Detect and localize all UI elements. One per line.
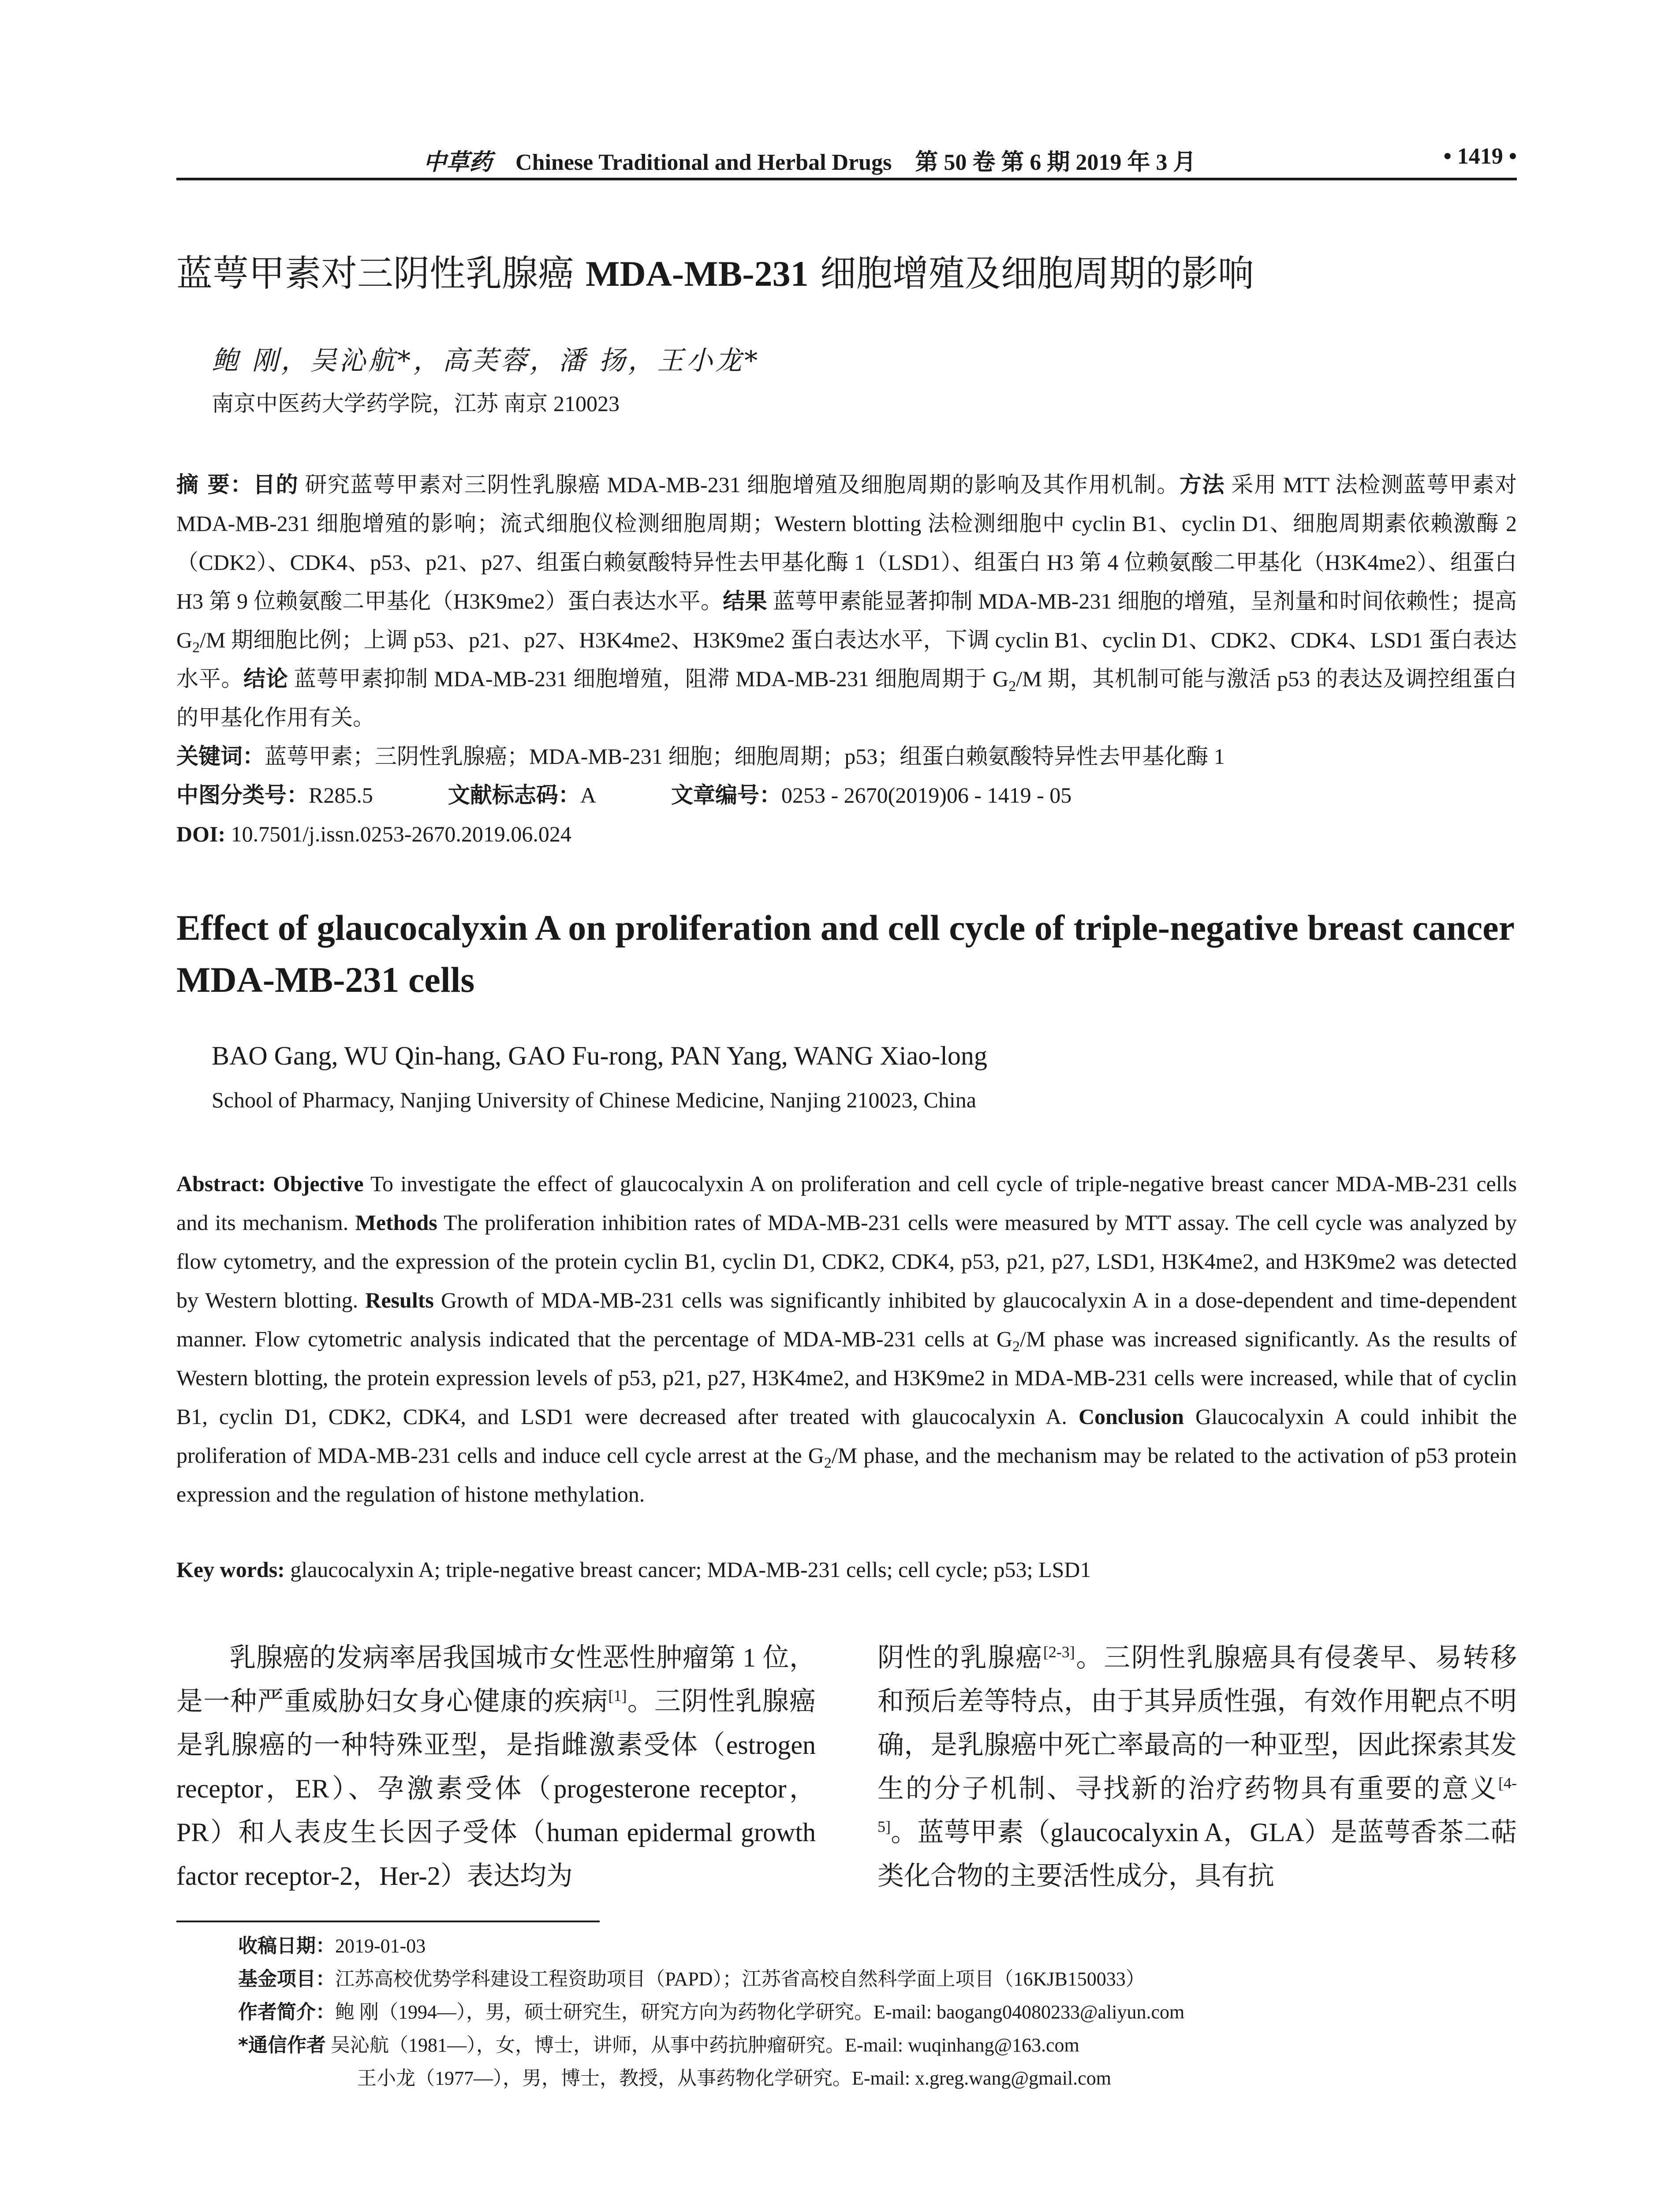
authors-cn: 鲍 刚，吴沁航*，高芙蓉，潘 扬，王小龙* xyxy=(212,345,761,376)
journal-name-cn: 中草药 xyxy=(423,149,493,176)
body-column-right: 阴性的乳腺癌[2-3]。三阴性乳腺癌具有侵袭早、易转移和预后差等特点，由于其异质性强，有效作用靶点不明确，是乳腺癌中死亡率最高的一种亚型，因此探索其发生的分子机制、寻找新的治疗药物具有重要的意义[4-5]。蓝萼甲素（glaucocalyxin A，GLA）是蓝萼香茶二萜类化合物的主要活性成分，具有抗 xyxy=(877,1643,1517,1891)
citation: [2-3] xyxy=(1043,1643,1075,1661)
journal-info xyxy=(423,143,1464,176)
citation: [4-5] xyxy=(877,1774,1517,1835)
body-column-left: 乳腺癌的发病率居我国城市女性恶性肿瘤第 1 位，是一种严重威胁妇女身心健康的疾病[1]。三阴性乳腺癌是乳腺癌的一种特殊亚型，是指雌激素受体（estrogen receptor，ER）、孕激素受体（progesterone receptor，PR）和人表皮生长因子受体（human epidermal growth factor receptor-2，Her-2）表达均为 xyxy=(176,1643,816,1891)
running-header xyxy=(176,143,1517,180)
footnote-divider xyxy=(176,1921,600,1922)
keywords-en: Key words: glaucocalyxin A; triple-negative breast cancer; MDA-MB-231 cells; cell cycle; p53; LSD1 xyxy=(176,1557,1091,1582)
volume-issue: 第 50 卷 第 6 期 2019 年 3 月 xyxy=(915,150,1196,175)
abstract-cn-body: 摘 要：目的 研究蓝萼甲素对三阴性乳腺癌 MDA-MB-231 细胞增殖及细胞周期的影响及其作用机制。方法 采用 MTT 法检测蓝萼甲素对 MDA-MB-231 细胞增殖的影响；流式细胞仪检测细胞周期；Western blotting 法检测细胞中 cyclin B1、cyclin D1、细胞周期素依赖激酶 2（CDK2）、CDK4、p53、p21、p27、组蛋白赖氨酸特异性去甲基化酶 1（LSD1）、组蛋白 H3 第 4 位赖氨酸二甲基化（H3K4me2）、组蛋白 H3 第 9 位赖氨酸二甲基化（H3K9me2）蛋白表达水平。结果 蓝萼甲素能显著抑制 MDA-MB-231 细胞的增殖，呈剂量和时间依赖性；提高 $G_2/M$ 期细胞比例；上调 p53、p21、p27、H3K4me2、H3K9me2 蛋白表达水平，下调 cyclin B1、cyclin D1、CDK2、CDK4、LSD1 蛋白表达水平。结论 蓝萼甲素抑制 MDA-MB-231 细胞增殖，阻滞 MDA-MB-231 细胞周期于 $G_2/M$ 期，其机制可能与激活 p53 的表达及调控组蛋白的甲基化作用有关。 xyxy=(176,472,1517,730)
page-number: • 1419 • xyxy=(1443,144,1517,169)
classification-line: 中图分类号：R285.5 文献标志码：A 文章编号：0253 - 2670(2019)06 - 1419 - 05 xyxy=(176,782,1072,808)
affiliation-cn: 南京中医药大学药学院，江苏 南京 210023 xyxy=(212,391,620,416)
doi-line: DOI: 10.7501/j.issn.0253-2670.2019.06.024 xyxy=(176,822,571,846)
corresponding-author-1: *通信作者 吴沁航（1981—），女，博士，讲师，从事中药抗肿瘤研究。E-mail: wuqinhang@163.com xyxy=(238,2034,1079,2056)
journal-name-en: Chinese Traditional and Herbal Drugs xyxy=(515,150,892,175)
citation: [1] xyxy=(608,1687,627,1704)
article-title-cn: 蓝萼甲素对三阴性乳腺癌 MDA-MB-231 细胞增殖及细胞周期的影响 xyxy=(176,253,1254,295)
corresponding-author-2: 王小龙（1977—），男，博士，教授，从事药物化学研究。E-mail: x.greg.wang@gmail.com xyxy=(357,2067,1111,2089)
article-title-en: Effect of glaucocalyxin A on proliferation and cell cycle of triple-negative breast cancer MDA-MB-231 cells xyxy=(176,908,1514,1000)
author-bio: 作者简介：鲍 刚（1994—），男，硕士研究生，研究方向为药物化学研究。E-mail: baogang04080233@aliyun.com xyxy=(238,2001,1185,2023)
footnotes xyxy=(238,1929,1517,2095)
funding: 基金项目：江苏高校优势学科建设工程资助项目（PAPD）；江苏省高校自然科学面上项目（16KJB150033） xyxy=(238,1968,1145,1990)
abstract-en: Abstract: Objective To investigate the effect of glaucocalyxin A on proliferation and cell cycle of triple-negative breast cancer MDA-MB-231 cells and its mechanism. Methods The proliferation inhibition rates of MDA-MB-231 cells were measured by MTT assay. The cell cycle was analyzed by flow cytometry, and the expression of the protein cyclin B1, cyclin D1, CDK2, CDK4, p53, p21, p27, LSD1, H3K4me2, and H3K9me2 was detected by Western blotting. Results Growth of MDA-MB-231 cells was significantly inhibited by glaucocalyxin A in a dose-dependent and time-dependent manner. Flow cytometric analysis indicated that the percentage of MDA-MB-231 cells at $G_2/M$ phase was increased significantly. As the results of Western blotting, the protein expression levels of p53, p21, p27, H3K4me2, and H3K9me2 in MDA-MB-231 cells were increased, while that of cyclin B1, cyclin D1, CDK2, CDK4, and LSD1 were decreased after treated with glaucocalyxin A. Conclusion Glaucocalyxin A could inhibit the proliferation of MDA-MB-231 cells and induce cell cycle arrest at the $G_2/M$ phase, and the mechanism may be related to the activation of p53 protein expression and the regulation of histone methylation. xyxy=(176,1171,1517,1506)
abstract-cn xyxy=(176,465,1517,853)
authors-en: BAO Gang, WU Qin-hang, GAO Fu-rong, PAN Yang, WANG Xiao-long xyxy=(212,1041,987,1070)
affiliation-en: School of Pharmacy, Nanjing University of Chinese Medicine, Nanjing 210023, China xyxy=(212,1088,976,1112)
received-date: 收稿日期：2019-01-03 xyxy=(238,1935,426,1957)
keywords-cn: 关键词：蓝萼甲素；三阴性乳腺癌；MDA-MB-231 细胞；细胞周期；p53；组蛋白赖氨酸特异性去甲基化酶 1 xyxy=(176,744,1225,769)
